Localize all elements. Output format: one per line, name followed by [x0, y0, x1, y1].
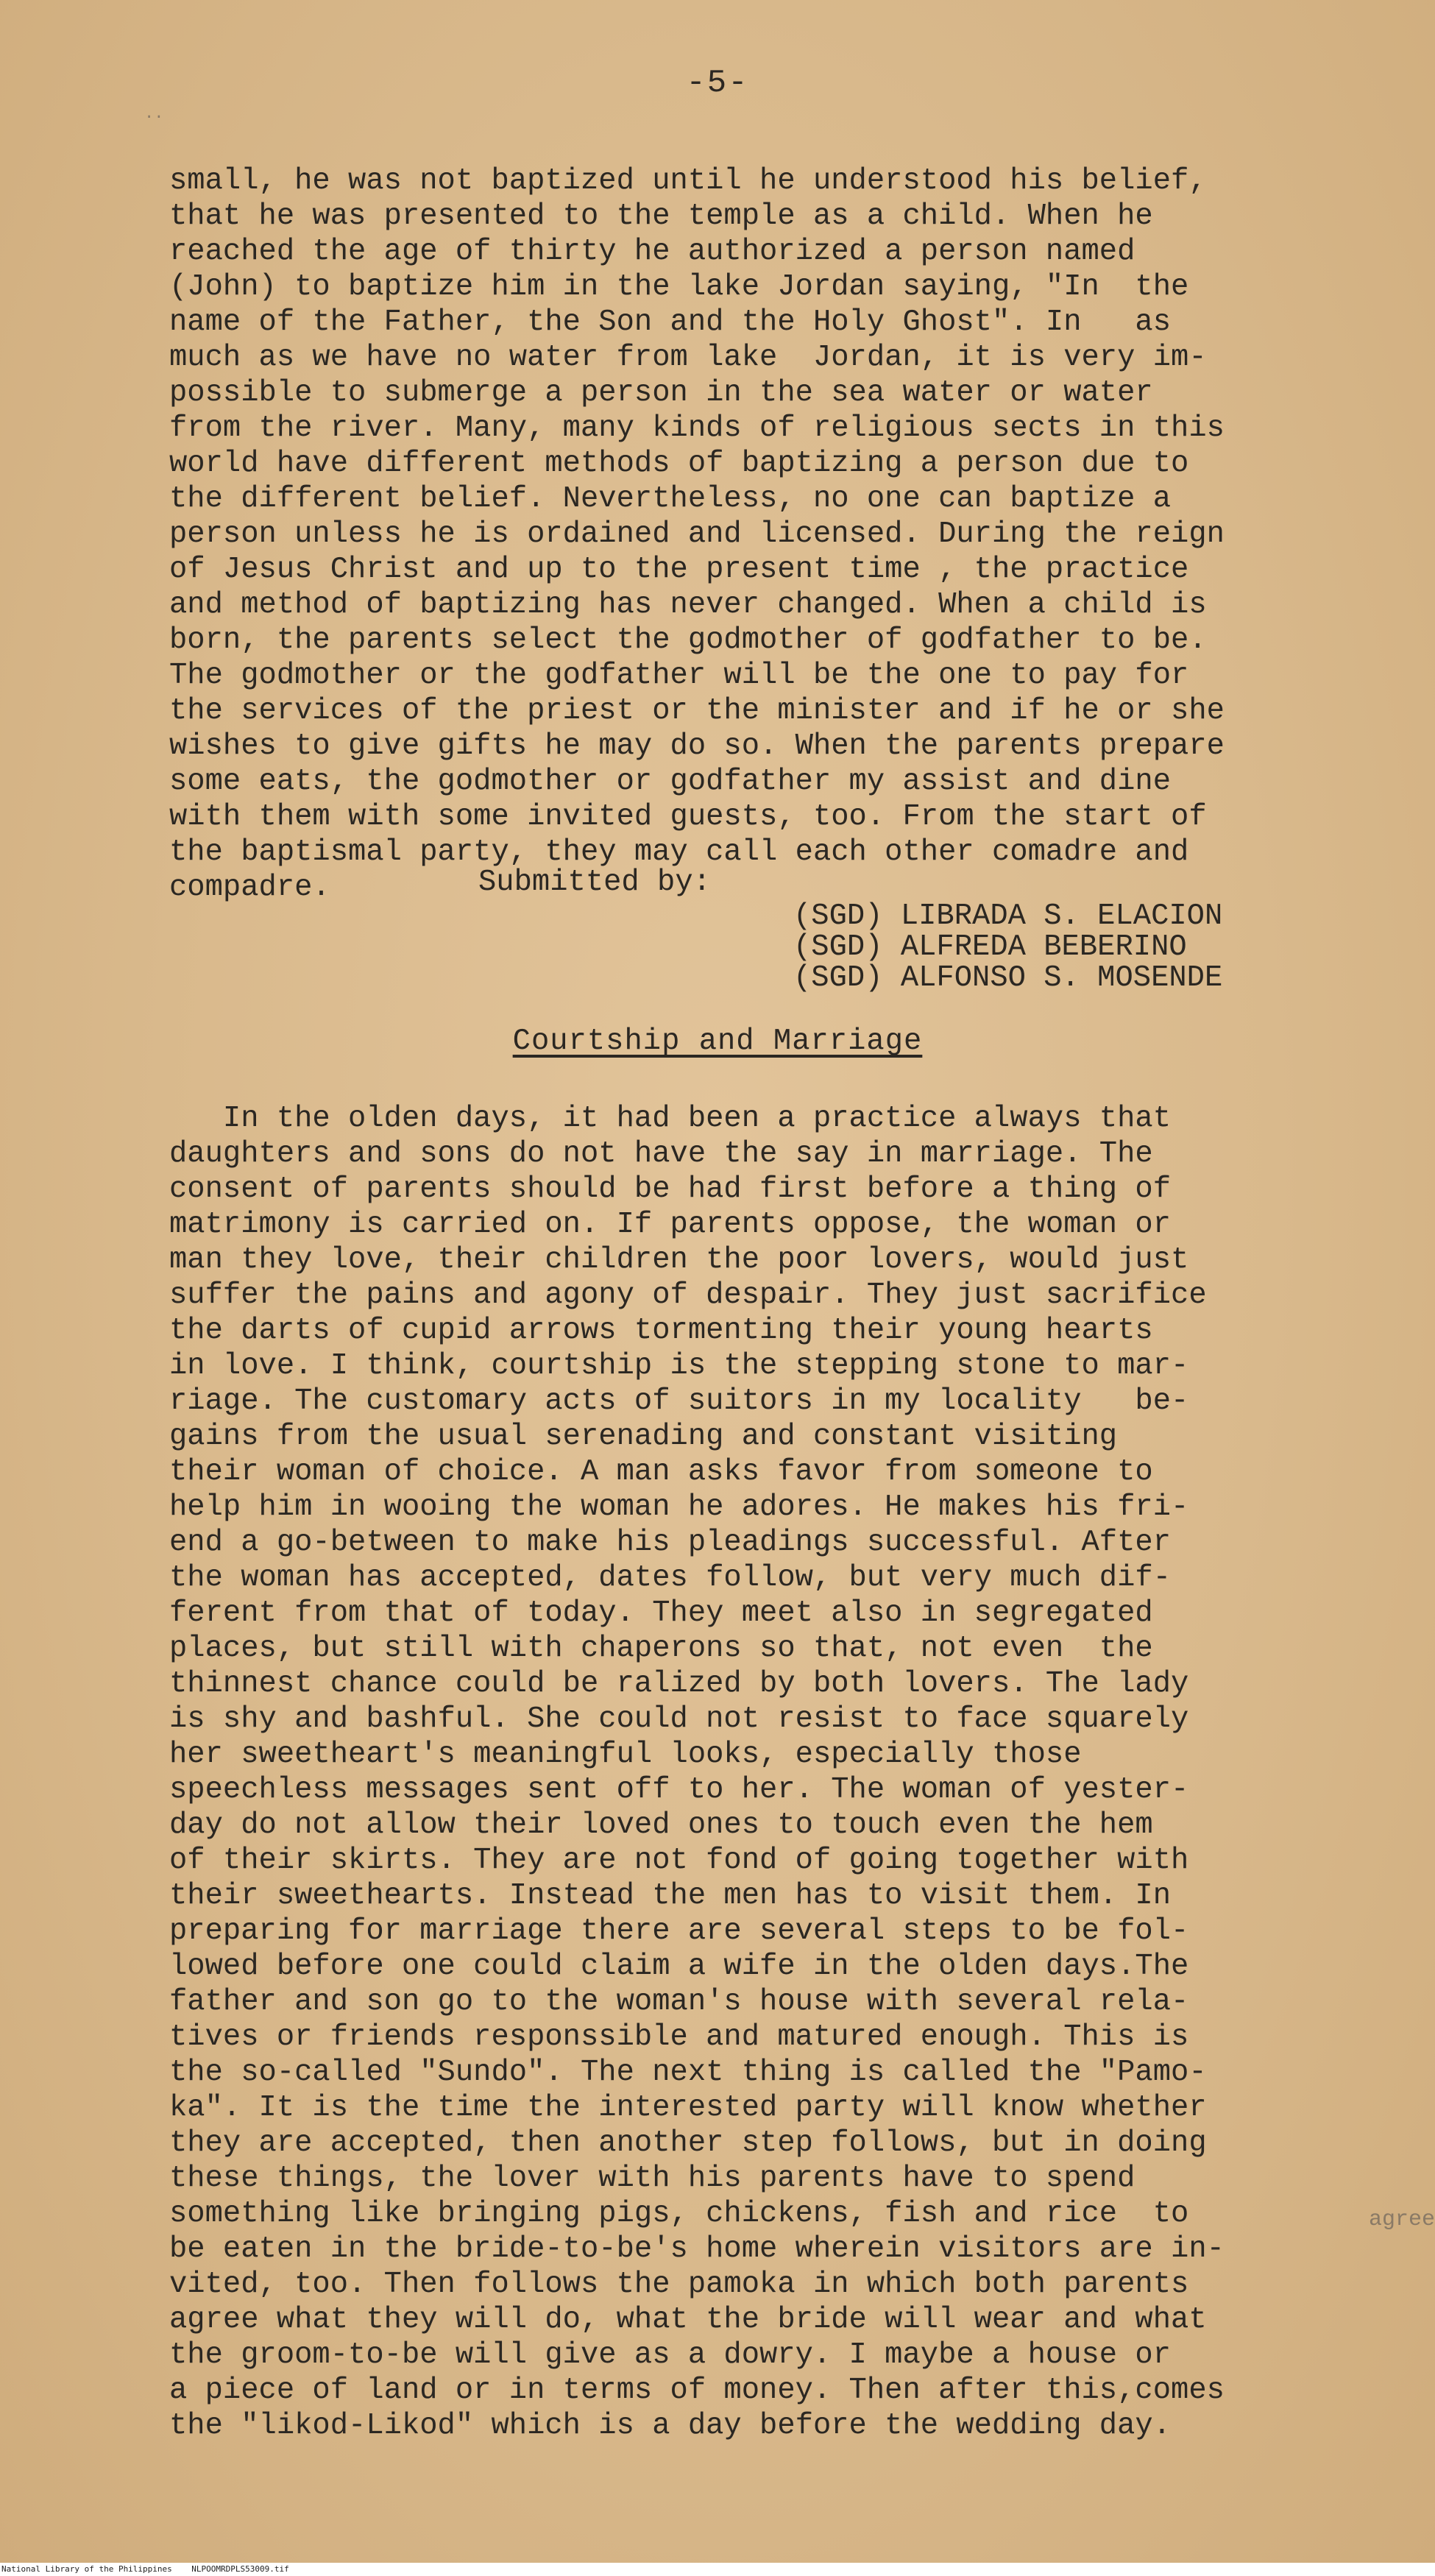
text-line: they are accepted, then another step follows, but in doing: [169, 2126, 1207, 2160]
text-line: In the olden days, it had been a practice always that: [169, 1102, 1172, 1136]
text-line: small, he was not baptized until he understood his belief,: [169, 164, 1207, 198]
text-line: agree what they will do, what the bride will wear and what: [169, 2303, 1207, 2337]
text-line: that he was presented to the temple as a child. When he: [169, 199, 1153, 233]
text-line: the so-called "Sundo". The next thing is called the "Pamo-: [169, 2056, 1207, 2090]
text-line: the baptismal party, they may call each other comadre and: [169, 835, 1189, 869]
archive-footer: National Library of the Philippines NLPOOMRDPLS53009.tif: [0, 2563, 1435, 2576]
text-line: thinnest chance could be ralized by both lovers. The lady: [169, 1667, 1189, 1701]
text-line: daughters and sons do not have the say in marriage. The: [169, 1137, 1153, 1171]
text-line: of their skirts. They are not fond of going together with: [169, 1844, 1189, 1878]
text-line: wishes to give gifts he may do so. When the parents prepare: [169, 729, 1225, 763]
margin-note: agree: [1369, 2207, 1435, 2232]
text-line: ka". It is the time the interested party will know whether: [169, 2091, 1207, 2125]
text-line: consent of parents should be had first before a thing of: [169, 1172, 1172, 1206]
text-line: preparing for marriage there are several steps to be fol-: [169, 1914, 1189, 1948]
text-line: man they love, their children the poor lovers, would just: [169, 1243, 1189, 1277]
text-line: end a go-between to make his pleadings successful. After: [169, 1526, 1172, 1560]
text-line: a piece of land or in terms of money. Then after this,comes: [169, 2374, 1225, 2407]
text-line: be eaten in the bride-to-be's home wherein visitors are in-: [169, 2232, 1225, 2266]
text-line: the woman has accepted, dates follow, but very much dif-: [169, 1561, 1172, 1595]
text-line: matrimony is carried on. If parents oppose, the woman or: [169, 1208, 1172, 1242]
text-line: and method of baptizing has never changed. When a child is: [169, 588, 1207, 622]
text-line: the different belief. Nevertheless, no one can baptize a: [169, 482, 1172, 516]
text-line: tives or friends responssible and matured enough. This is: [169, 2020, 1189, 2054]
submitted-by-label: Submitted by:: [478, 866, 711, 899]
text-line: speechless messages sent off to her. The woman of yester-: [169, 1773, 1189, 1807]
text-line: vited, too. Then follows the pamoka in which both parents: [169, 2268, 1189, 2301]
text-line: reached the age of thirty he authorized a person named: [169, 235, 1135, 269]
text-line: their sweethearts. Instead the men has to visit them. In: [169, 1879, 1172, 1913]
text-line: lowed before one could claim a wife in the olden days.The: [169, 1950, 1189, 1984]
text-line: these things, the lover with his parents have to spend: [169, 2162, 1135, 2195]
text-line: The godmother or the godfather will be the one to pay for: [169, 659, 1189, 693]
text-line: riage. The customary acts of suitors in my locality be-: [169, 1384, 1189, 1418]
signatory-name: (SGD) ALFREDA BEBERINO: [793, 930, 1187, 964]
text-line: her sweetheart's meaningful looks, especially those: [169, 1738, 1082, 1772]
text-line: with them with some invited guests, too. From the start of: [169, 800, 1207, 834]
signatory-name: (SGD) ALFONSO S. MOSENDE: [793, 961, 1223, 995]
signatory-name: (SGD) LIBRADA S. ELACION: [793, 899, 1223, 933]
text-line: the darts of cupid arrows tormenting their young hearts: [169, 1314, 1153, 1348]
text-line: the groom-to-be will give as a dowry. I maybe a house or: [169, 2338, 1172, 2372]
margin-mark: ..: [144, 105, 164, 123]
text-line: born, the parents select the godmother of godfather to be.: [169, 623, 1207, 657]
text-line: (John) to baptize him in the lake Jordan saying, "In the: [169, 270, 1189, 304]
text-line: father and son go to the woman's house with several rela-: [169, 1985, 1189, 2019]
text-line: suffer the pains and agony of despair. They just sacrifice: [169, 1278, 1207, 1312]
text-line: much as we have no water from lake Jordan, it is very im-: [169, 341, 1207, 375]
text-line: the services of the priest or the minister and if he or she: [169, 694, 1225, 728]
text-line: day do not allow their loved ones to touch even the hem: [169, 1808, 1153, 1842]
text-line: possible to submerge a person in the sea water or water: [169, 376, 1153, 410]
text-line: something like bringing pigs, chickens, fish and rice to: [169, 2197, 1189, 2231]
text-line: is shy and bashful. She could not resist to face squarely: [169, 1702, 1189, 1736]
text-line: of Jesus Christ and up to the present time , the practice: [169, 553, 1189, 587]
page-number: -5-: [686, 65, 749, 102]
text-line: in love. I think, courtship is the stepping stone to mar-: [169, 1349, 1189, 1383]
text-line: gains from the usual serenading and constant visiting: [169, 1420, 1118, 1454]
text-line: ferent from that of today. They meet also in segregated: [169, 1596, 1153, 1630]
text-line: person unless he is ordained and licensed. During the reign: [169, 517, 1225, 551]
text-line: the "likod-Likod" which is a day before the wedding day.: [169, 2409, 1172, 2443]
text-line: name of the Father, the Son and the Holy Ghost". In as: [169, 305, 1172, 339]
text-line: help him in wooing the woman he adores. He makes his fri-: [169, 1490, 1189, 1524]
text-line: world have different methods of baptizing a person due to: [169, 447, 1189, 481]
text-line: places, but still with chaperons so that, not even the: [169, 1632, 1153, 1666]
text-line: from the river. Many, many kinds of religious sects in this: [169, 411, 1225, 445]
text-line: some eats, the godmother or godfather my assist and dine: [169, 765, 1172, 799]
section-heading: Courtship and Marriage: [512, 1025, 923, 1058]
text-line: compadre.: [169, 871, 330, 905]
text-line: their woman of choice. A man asks favor from someone to: [169, 1455, 1153, 1489]
